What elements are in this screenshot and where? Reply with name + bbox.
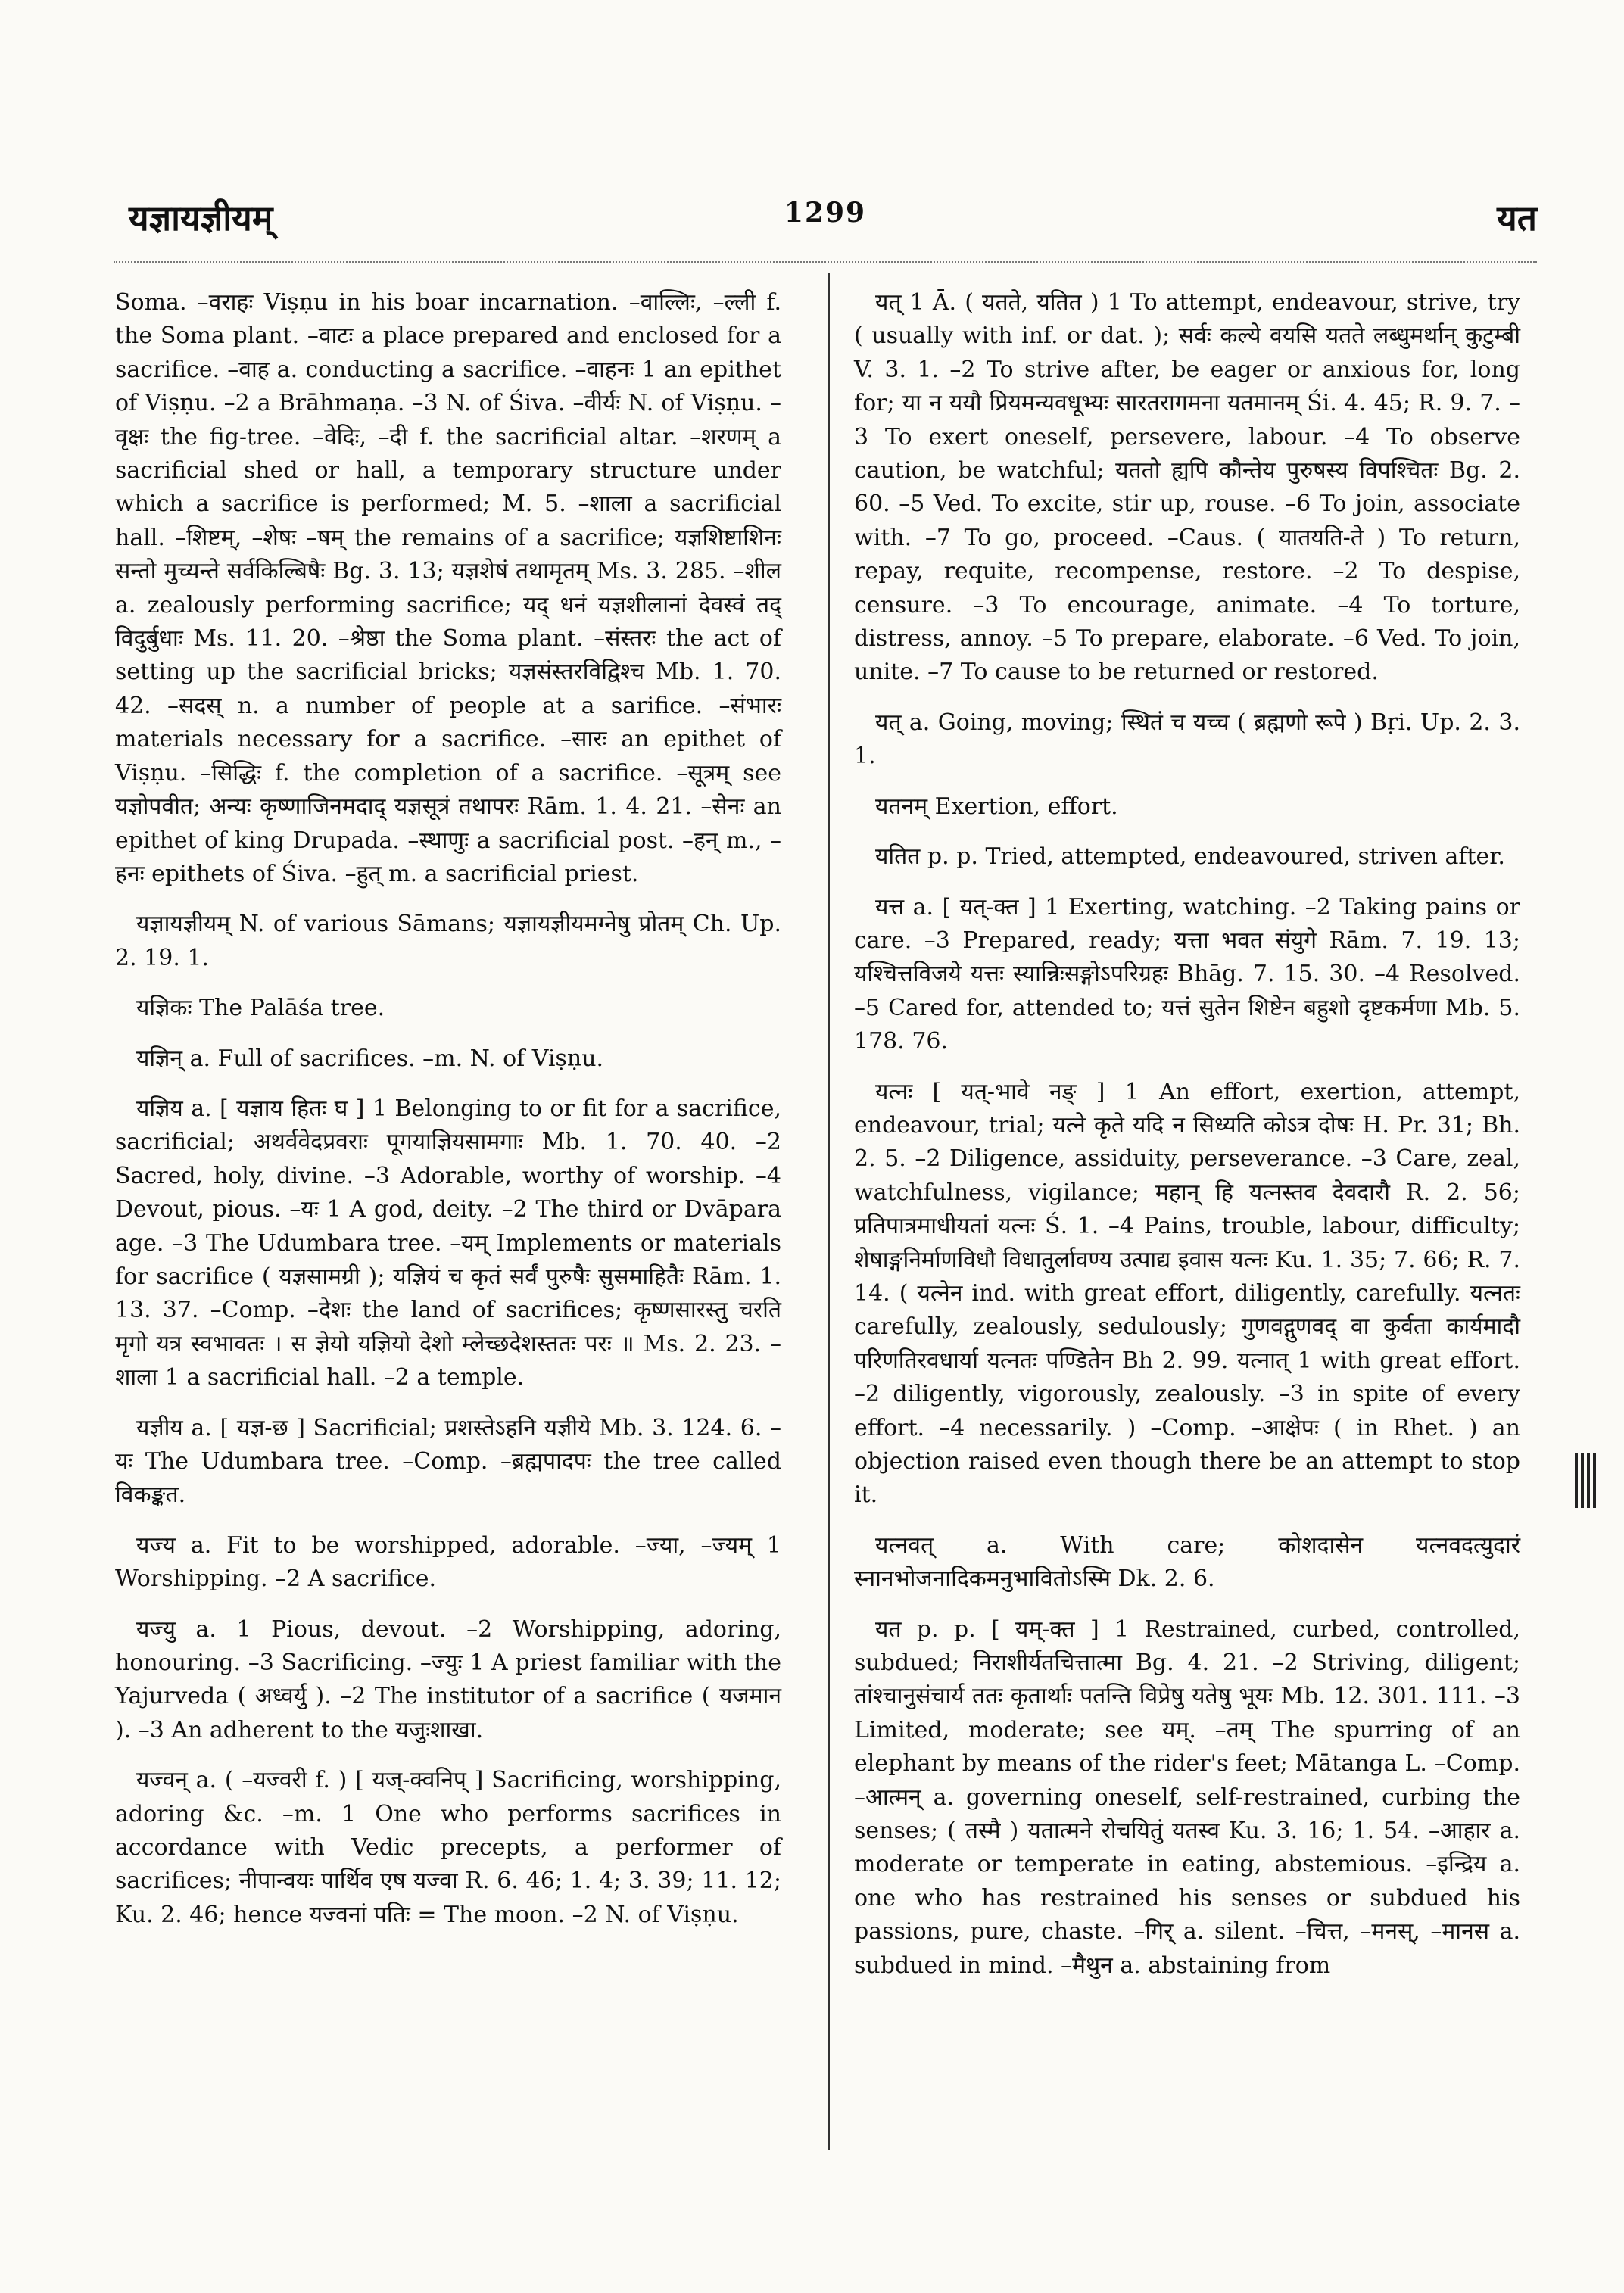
right-column xyxy=(854,286,1520,1983)
dictionary-entry: Soma. –वराहः Viṣṇu in his boar incarnation. –वाल्लिः, –ल्ली f. the Soma plant. –वाटः a place prepared and enclosed for a sacrifice. –वाह a. conducting a sacrifice. –वाहनः 1 an epithet of Viṣṇu. –2 a Brāhmaṇa. –3 N. of Śiva. –वीर्यः N. of Viṣṇu. –वृक्षः the fig-tree. –वेदिः, –दी f. the sacrificial altar. –शरणम् a sacrificial shed or hall, a temporary structure under which a sacrifice is performed; M. 5. –शाला a sacrificial hall. –शिष्टम्, –शेषः –षम् the remains of a sacrifice; यज्ञशिष्टाशिनः सन्तो मुच्यन्ते सर्वकिल्बिषैः Bg. 3. 13; यज्ञशेषं तथामृतम् Ms. 3. 285. –शील a. zealously performing sacrifice; यद् धनं यज्ञशीलानां देवस्वं तद् विदुर्बुधाः Ms. 11. 20. –श्रेष्ठा the Soma plant. –संस्तरः the act of setting up the sacrificial bricks; यज्ञसंस्तरविद्विश्च Mb. 1. 70. 42. –सदस् n. a number of people at a sarifice. –संभारः materials necessary for a sacrifice. –सारः an epithet of Viṣṇu. –सिद्धिः f. the completion of a sacrifice. –सूत्रम् see यज्ञोपवीत; अन्यः कृष्णाजिनमदाद् यज्ञसूत्रं तथापरः Rām. 1. 4. 21. –सेनः an epithet of king Drupada. –स्थाणुः a sacrificial post. –हन् m., –हनः epithets of Śiva. –हुत् m. a sacrificial priest. xyxy=(115,289,781,887)
margin-mark-icon xyxy=(1575,1453,1598,1508)
dictionary-entry: यज्य a. Fit to be worshipped, adorable. –ज्या, –ज्यम् 1 Worshipping. –2 A sacrifice. xyxy=(115,1531,781,1593)
dictionary-entry: यतनम् Exertion, effort. xyxy=(875,793,1118,820)
page-number: 1299 xyxy=(784,197,867,229)
dictionary-entry: यत्त a. [ यत्-क्त ] 1 Exerting, watching. –2 Taking pains or care. –3 Prepared, ready; यत्ता भवत संयुगे Rām. 7. 19. 13; यश्चित्तविजये यत्तः स्यान्निःसङ्गोऽपरिग्रहः Bhāg. 7. 15. 30. –4 Resolved. –5 Cared for, attended to; यत्तं सुतेन शिष्टेन बहुशो दृष्टकर्मणा Mb. 5. 178. 76. xyxy=(854,893,1520,1055)
dictionary-entry: यज्ञीय a. [ यज्ञ-छ ] Sacrificial; प्रशस्तेऽहनि यज्ञीये Mb. 3. 124. 6. –यः The Udumbara tree. –Comp. –ब्रह्मपादपः the tree called विकङ्कत. xyxy=(115,1414,781,1509)
dictionary-entry: यज्वन् a. ( –यज्वरी f. ) [ यज्-क्वनिप् ] Sacrificing, worshipping, adoring &c. –m. 1 One who performs sacrifices in accordance with Vedic precepts, a performer of sacrifices; नीपान्वयः पार्थिव एष यज्वा R. 6. 46; 1. 4; 3. 39; 11. 12; Ku. 2. 46; hence यज्वनां पतिः = The moon. –2 N. of Viṣṇu. xyxy=(115,1767,781,1928)
page-header xyxy=(114,189,1537,242)
dictionary-entry: यज्ञायज्ञीयम् N. of various Sāmans; यज्ञायज्ञीयमग्नेषु प्रोतम् Ch. Up. 2. 19. 1. xyxy=(115,911,781,971)
dictionary-entry: यतित p. p. Tried, attempted, endeavoured, striven after. xyxy=(875,843,1505,871)
column-divider xyxy=(828,273,830,2150)
dictionary-entry: यज्ञिकः The Palāśa tree. xyxy=(136,995,385,1022)
dictionary-entry: यज्ञिन् a. Full of sacrifices. –m. N. of Viṣṇu. xyxy=(136,1045,604,1072)
dictionary-entry: यज्यु a. 1 Pious, devout. –2 Worshipping, adoring, honouring. –3 Sacrificing. –ज्युः 1 A priest familiar with the Yajurveda ( अध्वर्यु ). –2 The institutor of a sacrifice ( यजमान ). –3 An adherent to the यजुःशाखा. xyxy=(115,1615,781,1743)
dictionary-entry: यत्नः [ यत्-भावे नङ् ] 1 An effort, exertion, attempt, endeavour, trial; यत्ने कृते यदि न सिध्यति कोऽत्र दोषः H. Pr. 31; Bh. 2. 5. –2 Diligence, assiduity, perseverance. –3 Care, zeal, watchfulness, vigilance; महान् हि यत्नस्तव देवदारौ R. 2. 56; प्रतिपात्रमाधीयतां यत्नः Ś. 1. –4 Pains, trouble, labour, difficulty; शेषाङ्गनिर्माणविधौ विधातुर्लावण्य उत्पाद्य इवास यत्नः Ku. 1. 35; 7. 66; R. 7. 14. ( यत्नेन ind. with great effort, diligently, carefully. यत्नतः carefully, zealously, sedulously; गुणवद्गुणवद् वा कुर्वता कार्यमादौ परिणतिरवधार्या यत्नतः पण्डितेन Bh 2. 99. यत्नात् 1 with great effort. –2 diligently, vigorously, zealously. –3 in spite of every effort. –4 necessarily. ) –Comp. –आक्षेपः ( in Rhet. ) an objection raised even though there be an attempt to stop it. xyxy=(854,1078,1520,1509)
header-right-guide-word: यत xyxy=(1497,198,1537,238)
dictionary-entry: यज्ञिय a. [ यज्ञाय हितः घ ] 1 Belonging to or fit for a sacrifice, sacrificial; अथर्ववेदप्रवराः पूगयाज्ञियसामगाः Mb. 1. 70. 40. –2 Sacred, holy, divine. –3 Adorable, worthy of worship. –4 Devout, pious. –यः 1 A god, deity. –2 The third or Dvāpara age. –3 The Udumbara tree. –यम् Implements or materials for sacrifice ( यज्ञसामग्री ); यज्ञियं च कृतं सर्वं पुरुषैः सुसमाहितैः Rām. 1. 13. 37. –Comp. –देशः the land of sacrifices; कृष्णसारस्तु चरति मृगो यत्र स्वभावतः । स ज्ञेयो यज्ञियो देशो म्लेच्छदेशस्ततः परः ॥ Ms. 2. 23. –शाला 1 a sacrificial hall. –2 a temple. xyxy=(115,1095,781,1391)
dictionary-entry: यत्नवत् a. With care; कोशदासेन यत्नवदत्युदारं स्नानभोजनादिकमनुभावितोऽस्मि Dk. 2. 6. xyxy=(854,1531,1520,1593)
left-column xyxy=(115,286,781,1932)
dictionary-entry: यत् a. Going, moving; स्थितं च यच्च ( ब्रह्मणो रूपे ) Bṛi. Up. 2. 3. 1. xyxy=(854,709,1520,770)
header-left-guide-word: यज्ञायज्ञीयम् xyxy=(129,198,273,238)
header-divider xyxy=(114,261,1537,263)
dictionary-entry: यत् 1 Ā. ( यतते, यतित ) 1 To attempt, endeavour, strive, try ( usually with inf. or dat. ); सर्वः कल्ये वयसि यतते लब्धुमर्थान् कुटुम्बी V. 3. 1. –2 To strive after, be eager or anxious for, long for; या न ययौ प्रियमन्यवधूभ्यः सारतरागमना यतमानम् Śi. 4. 45; R. 9. 7. –3 To exert oneself, persevere, labour. –4 To observe caution, be watchful; यततो ह्यपि कौन्तेय पुरुषस्य विपश्चितः Bg. 2. 60. –5 Ved. To excite, stir up, rouse. –6 To join, associate with. –7 To go, proceed. –Caus. ( यातयति-ते ) To return, repay, requite, recompense, restore. –2 To despise, censure. –3 To encourage, animate. –4 To torture, distress, annoy. –5 To prepare, elaborate. –6 Ved. To join, unite. –7 To cause to be returned or restored. xyxy=(854,289,1520,686)
dictionary-entry: यत p. p. [ यम्-क्त ] 1 Restrained, curbed, controlled, subdued; निराशीर्यतचित्तात्मा Bg. 4. 21. –2 Striving, diligent; तांश्चानुसंचार्य ततः कृतार्थाः पतन्ति विप्रेषु यतेषु भूयः Mb. 12. 301. 111. –3 Limited, moderate; see यम्. –तम् The spurring of an elephant by means of the rider's feet; Mātanga L. –Comp. –आत्मन् a. governing oneself, self-restrained, curbing the senses; ( तस्मै ) यतात्मने रोचयितुं यतस्व Ku. 3. 16; 1. 54. –आहार a. moderate or temperate in eating, abstemious. –इन्द्रिय a. one who has restrained his senses or subdued his passions, pure, chaste. –गिर् a. silent. –चित्त, –मनस्, –मानस a. subdued in mind. –मैथुन a. abstaining from xyxy=(854,1615,1520,1979)
